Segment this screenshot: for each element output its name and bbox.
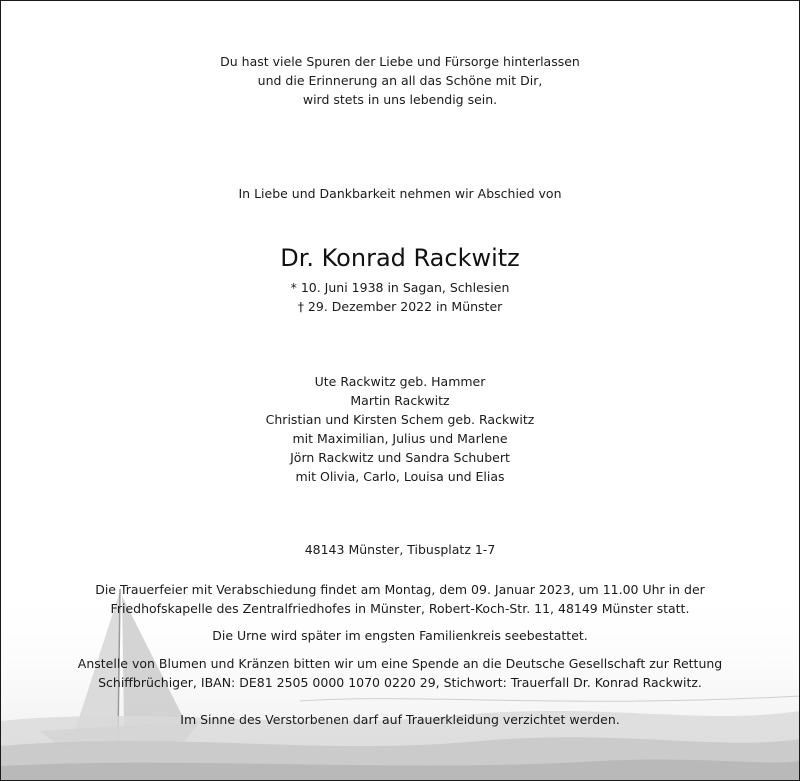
ceremony-line-2: Friedhofskapelle des Zentralfriedhofes in Münster, Robert-Koch-Str. 11, 48149 Münster statt. bbox=[110, 601, 690, 616]
mourner-line-6: mit Olivia, Carlo, Louisa und Elias bbox=[295, 469, 505, 484]
ceremony-line-1: Die Trauerfeier mit Verabschiedung findet am Montag, dem 09. Januar 2023, um 11.00 Uhr in der bbox=[95, 582, 705, 597]
birth-info: * 10. Juni 1938 in Sagan, Schlesien bbox=[290, 280, 510, 295]
deceased-name: Dr. Konrad Rackwitz bbox=[280, 244, 520, 272]
urn-notice: Die Urne wird später im engsten Familienkreis seebestattet. bbox=[212, 628, 588, 643]
donation-line-2: Schiffbrüchiger, IBAN: DE81 2505 0000 1070 0220 29, Stichwort: Trauerfall Dr. Konrad Rackwitz. bbox=[98, 675, 702, 690]
donation-line-1: Anstelle von Blumen und Kränzen bitten wir um eine Spende an die Deutsche Gesellschaft zur Rettung bbox=[77, 656, 723, 671]
verse-line-3: wird stets in uns lebendig sein. bbox=[302, 92, 498, 107]
verse-line-2: und die Erinnerung an all das Schöne mit Dir, bbox=[257, 73, 543, 88]
mourner-line-5: Jörn Rackwitz und Sandra Schubert bbox=[290, 450, 510, 465]
death-info: † 29. Dezember 2022 in Münster bbox=[297, 299, 503, 314]
mourner-line-3: Christian und Kirsten Schem geb. Rackwitz bbox=[265, 412, 535, 427]
family-address: 48143 Münster, Tibusplatz 1-7 bbox=[304, 542, 496, 557]
attire-notice: Im Sinne des Verstorbenen darf auf Trauerkleidung verzichtet werden. bbox=[180, 712, 620, 727]
verse-line-1: Du hast viele Spuren der Liebe und Fürsorge hinterlassen bbox=[220, 54, 580, 69]
mourner-line-4: mit Maximilian, Julius und Marlene bbox=[292, 431, 508, 446]
mourner-line-1: Ute Rackwitz geb. Hammer bbox=[314, 374, 486, 389]
intro-text: In Liebe und Dankbarkeit nehmen wir Abschied von bbox=[238, 186, 562, 201]
mourner-line-2: Martin Rackwitz bbox=[350, 393, 450, 408]
